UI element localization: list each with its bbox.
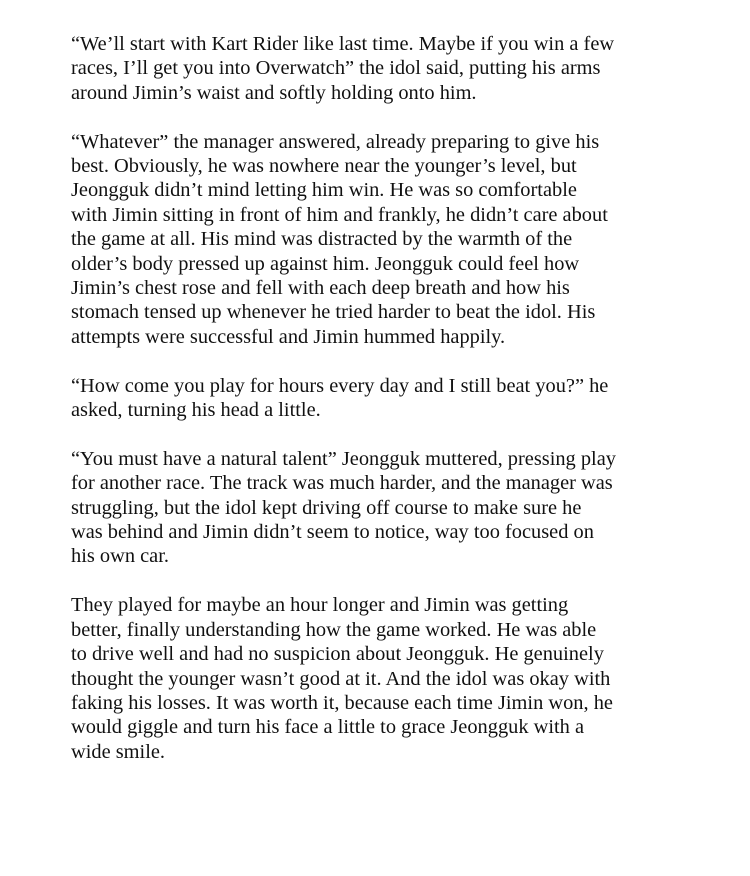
text-line: Jimin’s chest rose and fell with each deep breath and how his <box>71 277 570 300</box>
text-line: older’s body pressed up against him. Jeongguk could feel how <box>71 252 580 275</box>
paragraph-1 <box>71 32 693 105</box>
text-line: for another race. The track was much harder, and the manager was <box>71 472 613 495</box>
text-line: around Jimin’s waist and softly holding onto him. <box>71 81 477 104</box>
text-line: thought the younger wasn’t good at it. And the idol was okay with <box>71 667 611 690</box>
text-line: faking his losses. It was worth it, because each time Jimin won, he <box>71 691 613 714</box>
paragraph-4 <box>71 447 693 569</box>
text-line: stomach tensed up whenever he tried harder to beat the idol. His <box>71 301 596 324</box>
text-line: with Jimin sitting in front of him and frankly, he didn’t care about <box>71 203 608 226</box>
text-line: better, finally understanding how the game worked. He was able <box>71 618 597 641</box>
text-line: asked, turning his head a little. <box>71 399 321 422</box>
text-line: would giggle and turn his face a little to grace Jeongguk with a <box>71 716 585 739</box>
paragraph-spacer <box>71 422 693 446</box>
text-line: wide smile. <box>71 740 166 763</box>
paragraph-spacer <box>71 349 693 373</box>
text-line: races, I’ll get you into Overwatch” the idol said, putting his arms <box>71 57 601 80</box>
text-line: They played for maybe an hour longer and Jimin was getting <box>71 594 569 617</box>
story-text-page <box>71 32 693 764</box>
text-line: to drive well and had no suspicion about Jeongguk. He genuinely <box>71 643 604 666</box>
text-line: “Whatever” the manager answered, already preparing to give his <box>71 130 600 153</box>
text-line: best. Obviously, he was nowhere near the younger’s level, but <box>71 155 577 178</box>
text-line: the game at all. His mind was distracted by the warmth of the <box>71 228 573 251</box>
text-line: struggling, but the idol kept driving off course to make sure he <box>71 496 582 519</box>
text-line: attempts were successful and Jimin hummed happily. <box>71 325 506 348</box>
paragraph-spacer <box>71 105 693 129</box>
text-line: Jeongguk didn’t mind letting him win. He was so comfortable <box>71 179 577 202</box>
paragraph-3 <box>71 374 693 423</box>
text-line: “How come you play for hours every day and I still beat you?” he <box>71 374 609 397</box>
paragraph-spacer <box>71 569 693 593</box>
paragraph-5 <box>71 593 693 764</box>
text-line: was behind and Jimin didn’t seem to notice, way too focused on <box>71 521 594 544</box>
text-line: “You must have a natural talent” Jeongguk muttered, pressing play <box>71 447 616 470</box>
text-line: “We’ll start with Kart Rider like last time. Maybe if you win a few <box>71 33 615 55</box>
paragraph-2 <box>71 130 693 350</box>
text-line: his own car. <box>71 545 169 568</box>
